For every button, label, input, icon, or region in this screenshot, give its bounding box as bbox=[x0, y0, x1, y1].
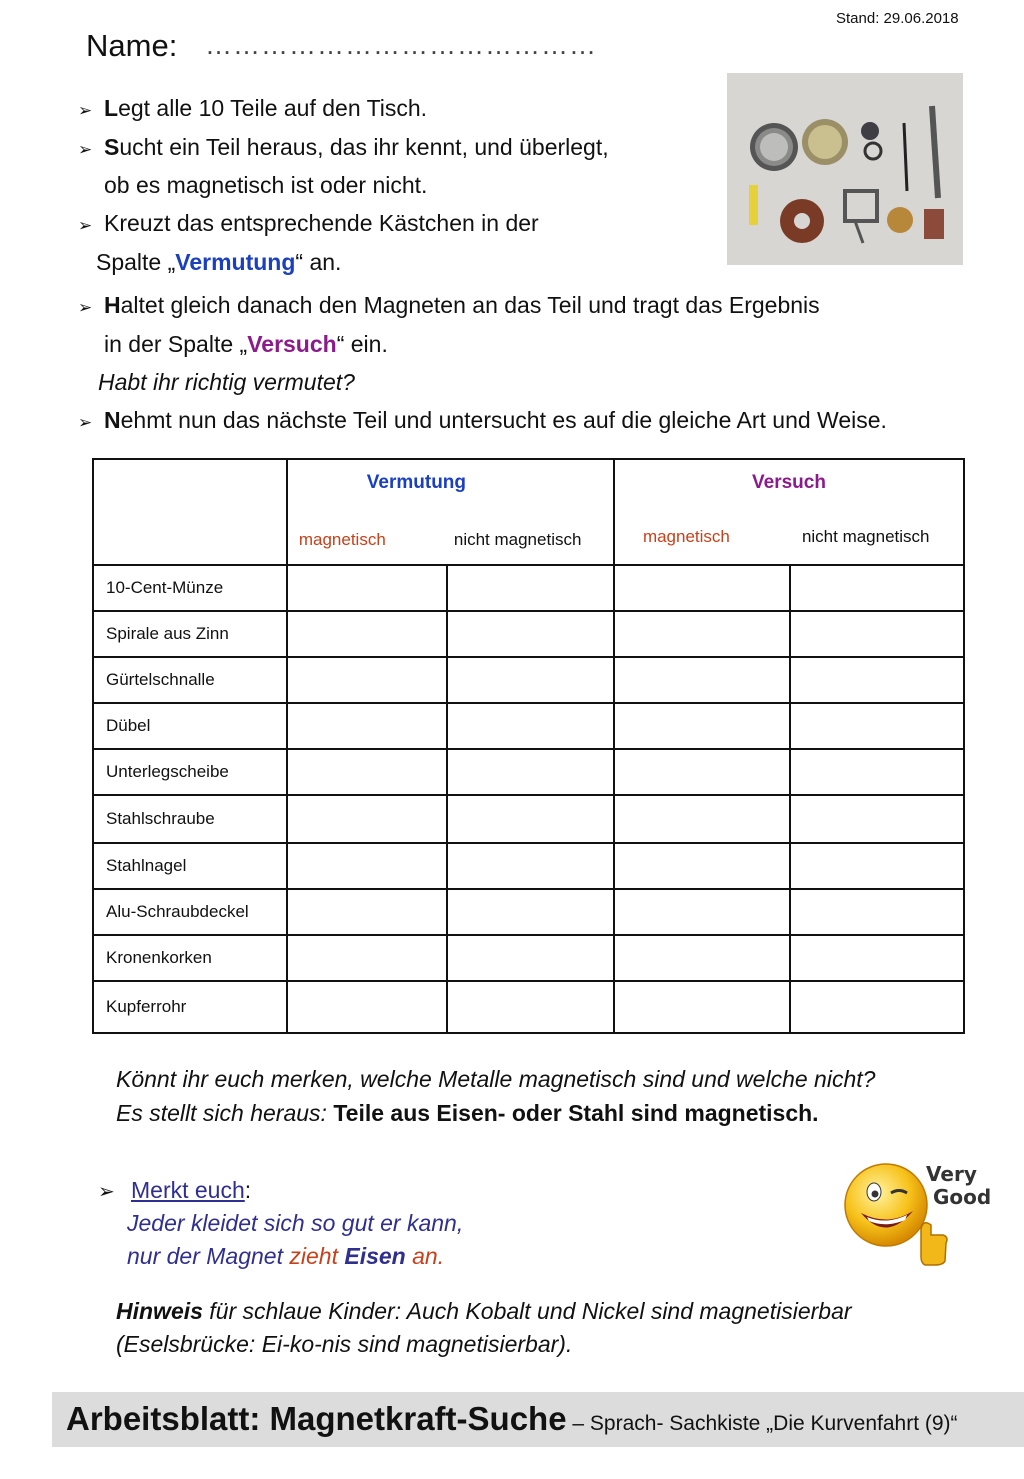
cell-vermutung-magnetic[interactable] bbox=[287, 935, 448, 981]
cell-versuch-nonmagnetic[interactable] bbox=[790, 981, 964, 1033]
cell-versuch-nonmagnetic[interactable] bbox=[790, 565, 964, 611]
table-row bbox=[93, 795, 964, 843]
name-line: …………………………………… bbox=[205, 30, 597, 60]
table-row bbox=[93, 611, 964, 657]
merkt-heading: ➢ Merkt euch: bbox=[98, 1177, 252, 1203]
cell-vermutung-nonmagnetic[interactable] bbox=[447, 565, 614, 611]
badge-very: Very bbox=[926, 1162, 977, 1186]
table-row bbox=[93, 935, 964, 981]
row-label: Unterlegscheibe bbox=[93, 749, 287, 795]
cell-vermutung-magnetic[interactable] bbox=[287, 981, 448, 1033]
row-label: Stahlnagel bbox=[93, 843, 287, 889]
cell-versuch-magnetic[interactable] bbox=[614, 611, 791, 657]
row-label: Kronenkorken bbox=[93, 935, 287, 981]
name-label: Name: bbox=[86, 28, 178, 63]
rhyme-line-2: nur der Magnet zieht Eisen an. bbox=[127, 1243, 445, 1269]
table-row bbox=[93, 657, 964, 703]
group-vermutung-title: Vermutung bbox=[366, 472, 467, 493]
worksheet-title: Arbeitsblatt: Magnetkraft-Suche bbox=[66, 1400, 567, 1437]
instruction-4: ➢ Haltet gleich danach den Magneten an das Teil und tragt das Ergebnis bbox=[78, 292, 820, 321]
table-row bbox=[93, 843, 964, 889]
arrow-icon: ➢ bbox=[78, 216, 93, 235]
cell-versuch-magnetic[interactable] bbox=[614, 843, 791, 889]
cell-versuch-nonmagnetic[interactable] bbox=[790, 657, 964, 703]
summary-answer: Es stellt sich heraus: Teile aus Eisen- oder Stahl sind magnetisch. bbox=[116, 1100, 819, 1126]
worksheet-subtitle: – Sprach- Sachkiste „Die Kurvenfahrt (9)“ bbox=[566, 1412, 958, 1435]
arrow-icon: ➢ bbox=[78, 413, 93, 432]
cell-vermutung-nonmagnetic[interactable] bbox=[447, 657, 614, 703]
cell-vermutung-magnetic[interactable] bbox=[287, 565, 448, 611]
cell-vermutung-magnetic[interactable] bbox=[287, 795, 448, 843]
cell-versuch-magnetic[interactable] bbox=[614, 981, 791, 1033]
hint-line-1: Hinweis für schlaue Kinder: Auch Kobalt und Nickel sind magnetisierbar bbox=[116, 1298, 852, 1324]
footer-banner bbox=[52, 1392, 1024, 1447]
cell-vermutung-magnetic[interactable] bbox=[287, 843, 448, 889]
cell-versuch-magnetic[interactable] bbox=[614, 657, 791, 703]
row-label: Alu-Schraubdeckel bbox=[93, 889, 287, 935]
cell-vermutung-nonmagnetic[interactable] bbox=[447, 843, 614, 889]
very-good-smiley-icon bbox=[843, 1157, 992, 1269]
cell-vermutung-magnetic[interactable] bbox=[287, 657, 448, 703]
arrow-icon: ➢ bbox=[78, 140, 93, 159]
arrow-icon: ➢ bbox=[78, 298, 93, 317]
instruction-4-cont: in der Spalte „Versuch“ ein. bbox=[104, 331, 388, 357]
magnet-table bbox=[92, 458, 965, 1034]
arrow-icon: ➢ bbox=[98, 1181, 115, 1203]
instruction-5: ➢ Nehmt nun das nächste Teil und untersucht es auf die gleiche Art und Weise. bbox=[78, 407, 887, 436]
table-row bbox=[93, 565, 964, 611]
cell-versuch-nonmagnetic[interactable] bbox=[790, 611, 964, 657]
instruction-2: ➢ Sucht ein Teil heraus, das ihr kennt, und überlegt, bbox=[78, 134, 609, 163]
summary-question: Könnt ihr euch merken, welche Metalle magnetisch sind und welche nicht? bbox=[116, 1066, 876, 1092]
table-row bbox=[93, 703, 964, 749]
arrow-icon: ➢ bbox=[78, 101, 93, 120]
table-row bbox=[93, 981, 964, 1033]
cell-vermutung-nonmagnetic[interactable] bbox=[447, 703, 614, 749]
row-label: Stahlschraube bbox=[93, 795, 287, 843]
cell-vermutung-magnetic[interactable] bbox=[287, 703, 448, 749]
cell-vermutung-nonmagnetic[interactable] bbox=[447, 889, 614, 935]
instruction-2-cont: ob es magnetisch ist oder nicht. bbox=[104, 172, 428, 198]
cell-versuch-magnetic[interactable] bbox=[614, 565, 791, 611]
sub-magnetic-versuch: magnetisch bbox=[642, 527, 730, 546]
cell-versuch-magnetic[interactable] bbox=[614, 795, 791, 843]
cell-vermutung-magnetic[interactable] bbox=[287, 749, 448, 795]
cell-vermutung-nonmagnetic[interactable] bbox=[447, 935, 614, 981]
hint-line-2: (Eselsbrücke: Ei-ko-nis sind magnetisierbar). bbox=[116, 1331, 573, 1357]
cell-vermutung-magnetic[interactable] bbox=[287, 611, 448, 657]
rhyme-line-1: Jeder kleidet sich so gut er kann, bbox=[127, 1210, 464, 1236]
cell-versuch-magnetic[interactable] bbox=[614, 935, 791, 981]
date-stamp: Stand: 29.06.2018 bbox=[836, 10, 959, 27]
instruction-3-cont: Spalte „Vermutung“ an. bbox=[96, 249, 342, 275]
cell-versuch-nonmagnetic[interactable] bbox=[790, 703, 964, 749]
cell-versuch-nonmagnetic[interactable] bbox=[790, 935, 964, 981]
instruction-3: ➢ Kreuzt das entsprechende Kästchen in der bbox=[78, 210, 539, 239]
sub-nonmagnetic-versuch: nicht magnetisch bbox=[801, 527, 930, 546]
instruction-question: Habt ihr richtig vermutet? bbox=[98, 369, 355, 395]
row-label: Spirale aus Zinn bbox=[93, 611, 287, 657]
cell-versuch-nonmagnetic[interactable] bbox=[790, 749, 964, 795]
row-label: 10-Cent-Münze bbox=[93, 565, 287, 611]
group-versuch-title: Versuch bbox=[752, 472, 826, 493]
cell-versuch-magnetic[interactable] bbox=[614, 889, 791, 935]
row-label: Gürtelschnalle bbox=[93, 657, 287, 703]
objects-photo bbox=[727, 73, 963, 265]
footer-text bbox=[66, 1400, 958, 1438]
instruction-1: ➢ Legt alle 10 Teile auf den Tisch. bbox=[78, 95, 427, 124]
cell-vermutung-nonmagnetic[interactable] bbox=[447, 611, 614, 657]
cell-versuch-nonmagnetic[interactable] bbox=[790, 843, 964, 889]
group-vermutung bbox=[287, 459, 614, 565]
cell-vermutung-nonmagnetic[interactable] bbox=[447, 749, 614, 795]
cell-versuch-nonmagnetic[interactable] bbox=[790, 795, 964, 843]
cell-versuch-magnetic[interactable] bbox=[614, 749, 791, 795]
row-label: Kupferrohr bbox=[93, 981, 287, 1033]
badge-good: Good bbox=[933, 1185, 992, 1209]
group-versuch bbox=[614, 459, 964, 565]
table-row bbox=[93, 749, 964, 795]
cell-vermutung-nonmagnetic[interactable] bbox=[447, 981, 614, 1033]
cell-vermutung-magnetic[interactable] bbox=[287, 889, 448, 935]
sub-nonmagnetic-vermutung: nicht magnetisch bbox=[453, 530, 582, 549]
cell-versuch-magnetic[interactable] bbox=[614, 703, 791, 749]
cell-vermutung-nonmagnetic[interactable] bbox=[447, 795, 614, 843]
table-row bbox=[93, 889, 964, 935]
cell-versuch-nonmagnetic[interactable] bbox=[790, 889, 964, 935]
sub-magnetic-vermutung: magnetisch bbox=[298, 530, 386, 549]
row-label: Dübel bbox=[93, 703, 287, 749]
